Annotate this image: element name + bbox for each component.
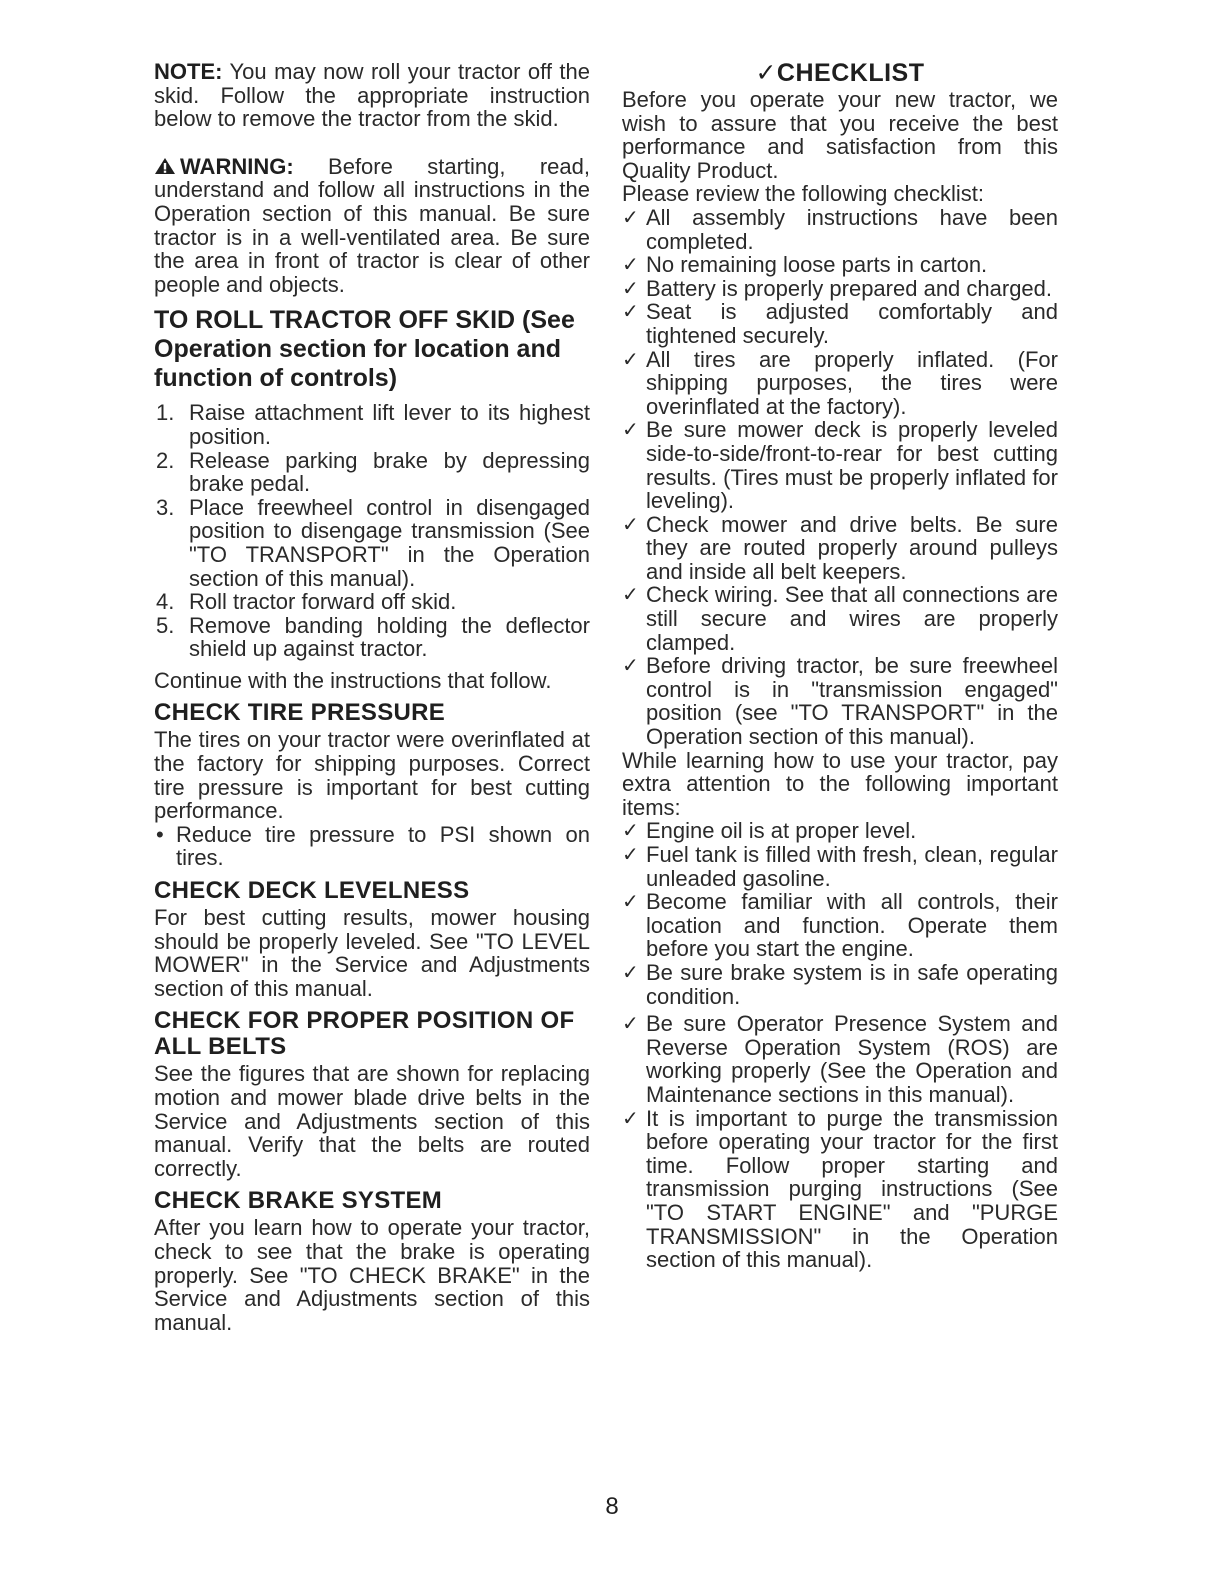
checklist-item-text: Check wiring. See that all connections are still secure and wires are properly clamped. [646, 582, 1058, 655]
belts-text: See the figures that are shown for replacing motion and mower blade drive belts in the Service and Adjustments section of this manual. Verify that the belts are routed correctly. [154, 1061, 590, 1181]
check-mark-icon: ✓ [622, 417, 639, 442]
bullet-dot-icon: • [156, 821, 164, 847]
check-mark-icon: ✓ [622, 204, 639, 229]
step-text: Remove banding holding the deflector shield up against tractor. [189, 612, 590, 662]
roll-off-steps-list [154, 401, 590, 661]
checklist-item-text: Before driving tractor, be sure freewheel control is in "transmission engaged" position (see "TO TRANSPORT" in the Operation section of this manual). [646, 653, 1058, 750]
check-mark-icon: ✓ [622, 818, 639, 843]
continue-text: Continue with the instructions that follow. [154, 667, 552, 693]
check-mark-icon: ✓ [622, 959, 639, 984]
check-mark-icon: ✓ [622, 889, 639, 914]
check-mark-icon: ✓ [622, 842, 639, 866]
step-number: 4. [156, 589, 175, 615]
warning-triangle-icon [154, 157, 176, 175]
deck-levelness-heading: CHECK DECK LEVELNESS [154, 877, 470, 905]
learning-item-text: It is important to purge the transmission before operating your tractor for the first time. Follow proper starting and transmission purging instructions (See "TO START ENGINE" and "PURGE TRANSMISSION" in the Operation section of this manual). [646, 1105, 1058, 1273]
right-column [622, 60, 1058, 1272]
learning-item [622, 843, 1058, 890]
learning-item [622, 1012, 1058, 1106]
step-number: 1. [156, 400, 175, 426]
belts-heading: CHECK FOR PROPER POSITION OF ALL BELTS [154, 1007, 575, 1061]
learning-intro: While learning how to use your tractor, pay extra attention to the following important items: [622, 747, 1058, 820]
page-number: 8 [605, 1493, 619, 1520]
step-item [154, 401, 590, 448]
step-number: 5. [156, 612, 175, 638]
learning-item-text: Be sure Operator Presence System and Reverse Operation System (ROS) are working properly (See the Operation and Maintenance sections in this manual). [646, 1011, 1058, 1107]
tire-pressure-heading: CHECK TIRE PRESSURE [154, 699, 446, 727]
learning-item [622, 890, 1058, 961]
step-text: Release parking brake by depressing brake pedal. [189, 447, 590, 497]
check-mark-icon: ✓ [622, 1011, 639, 1036]
check-mark-icon: ✓ [622, 252, 639, 277]
learning-item [622, 819, 1058, 843]
warning-paragraph [154, 155, 590, 297]
check-mark-icon: ✓ [622, 346, 639, 371]
warning-text: Before starting, read, understand and follow all instructions in the Operation section of this manual. Be sure tractor is in a well-ventilated area. Be sure the area in front of tractor is clear of other people and objects. [154, 153, 590, 297]
learning-item-text: Become familiar with all controls, their location and function. Operate them before you start the engine. [646, 889, 1058, 962]
learning-item-text: Engine oil is at proper level. [646, 818, 917, 844]
checklist-item [622, 348, 1058, 419]
step-text: Raise attachment lift lever to its highest position. [189, 400, 590, 449]
step-item [154, 449, 590, 496]
checklist-item [622, 418, 1058, 512]
check-mark-icon: ✓ [622, 1105, 639, 1130]
deck-levelness-text: For best cutting results, mower housing should be properly leveled. See "TO LEVEL MOWER" in the Service and Adjustments section of this manual. [154, 905, 590, 1001]
checklist-item-text: No remaining loose parts in carton. [646, 252, 988, 278]
warning-label: WARNING: [180, 153, 294, 179]
checklist-item-text: Check mower and drive belts. Be sure they are routed properly around pulleys and inside all belt keepers. [646, 511, 1058, 584]
checklist-item-text: All tires are properly inflated. (For shipping purposes, the tires were overinflated at the factory). [646, 346, 1058, 419]
learning-item-text: Be sure brake system is in safe operating condition. [646, 959, 1058, 1009]
step-text: Place freewheel control in disengaged position to disengage transmission (See "TO TRANSPORT" in the Operation section of this manual). [189, 494, 590, 591]
checklist-items [622, 206, 1058, 749]
learning-item [622, 961, 1058, 1008]
learning-items [622, 819, 1058, 1271]
brake-system-heading: CHECK BRAKE SYSTEM [154, 1187, 443, 1215]
bullet-item [154, 823, 590, 870]
check-mark-icon: ✓ [622, 582, 639, 607]
step-item [154, 590, 590, 614]
note-label: NOTE: [154, 59, 223, 84]
checklist-item-text: Be sure mower deck is properly leveled side-to-side/front-to-rear for best cutting results. (Tires must be properly inflated for leveling). [646, 417, 1058, 514]
step-text: Roll tractor forward off skid. [189, 589, 457, 615]
checklist-item-text: Seat is adjusted comfortably and tightened securely. [646, 299, 1058, 348]
checklist-item [622, 253, 1058, 277]
step-item [154, 614, 590, 661]
checklist-item-text: Battery is properly prepared and charged. [646, 275, 1053, 301]
check-mark-icon: ✓ [622, 275, 639, 300]
bullet-text: Reduce tire pressure to PSI shown on tires. [176, 821, 590, 871]
checklist-item [622, 654, 1058, 748]
check-mark-icon: ✓ [622, 653, 639, 678]
brake-system-text: After you learn how to operate your tractor, check to see that the brake is operating properly. See "TO CHECK BRAKE" in the Service and Adjustments section of this manual. [154, 1215, 590, 1335]
checklist-heading: ✓CHECKLIST [755, 59, 925, 87]
checklist-item [622, 206, 1058, 253]
tire-pressure-bullets [154, 823, 590, 870]
checklist-item-text: All assembly instructions have been completed. [646, 204, 1058, 254]
note-text: You may now roll your tractor off the skid. Follow the appropriate instruction below to remove the tractor from the skid. [154, 59, 590, 132]
learning-item [622, 1107, 1058, 1272]
note-paragraph [154, 60, 590, 131]
check-mark-icon: ✓ [622, 299, 639, 324]
step-number: 3. [156, 494, 175, 520]
left-column [154, 60, 590, 1334]
learning-item-text: Fuel tank is filled with fresh, clean, regular unleaded gasoline. [646, 842, 1058, 891]
roll-off-skid-heading: TO ROLL TRACTOR OFF SKID (See Operation section for location and function of controls) [154, 306, 575, 393]
check-mark-icon: ✓ [622, 511, 639, 536]
step-number: 2. [156, 447, 175, 473]
step-item [154, 496, 590, 590]
checklist-item [622, 300, 1058, 347]
checklist-prompt: Please review the following checklist: [622, 181, 984, 207]
checklist-item [622, 277, 1058, 301]
checklist-item [622, 583, 1058, 654]
checklist-intro: Before you operate your new tractor, we wish to assure that you receive the best performance and satisfaction from this Quality Product. [622, 87, 1058, 183]
tire-pressure-text: The tires on your tractor were overinflated at the factory for shipping purposes. Correct tire pressure is important for best cutting performance. [154, 727, 590, 824]
checklist-item [622, 513, 1058, 584]
